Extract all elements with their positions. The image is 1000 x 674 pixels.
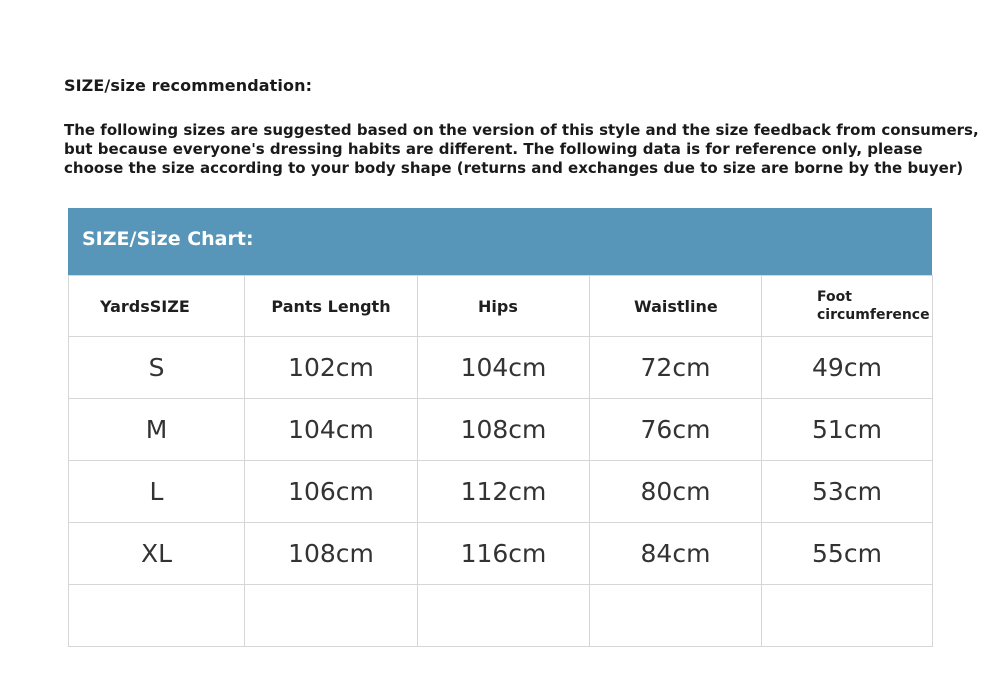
page-heading: SIZE/size recommendation:: [64, 76, 313, 95]
table-row: [69, 399, 933, 461]
hips-cell: 108cm: [418, 399, 590, 461]
size-table: [68, 275, 933, 647]
table-row: [69, 461, 933, 523]
size-cell: S: [69, 337, 245, 399]
waistline-cell: 84cm: [590, 523, 762, 585]
intro-line: but because everyone's dressing habits are different. The following data is for reference only, please: [64, 140, 923, 158]
empty-table-row: [69, 585, 933, 647]
pants-length-cell: 108cm: [245, 523, 418, 585]
empty-cell: [418, 585, 590, 647]
column-header-waistline: Waistline: [590, 276, 762, 337]
table-row: [69, 337, 933, 399]
intro-paragraph: [64, 121, 979, 178]
size-chart: [68, 208, 932, 646]
pants-length-cell: 106cm: [245, 461, 418, 523]
size-cell: L: [69, 461, 245, 523]
empty-cell: [590, 585, 762, 647]
pants-length-cell: 102cm: [245, 337, 418, 399]
column-header-size: YardsSIZE: [69, 276, 245, 337]
size-chart-title-bar: [68, 208, 932, 275]
waistline-cell: 80cm: [590, 461, 762, 523]
column-header-pants-length: Pants Length: [245, 276, 418, 337]
foot-circumference-cell: 49cm: [762, 337, 933, 399]
foot-circumference-cell: 55cm: [762, 523, 933, 585]
intro-line: choose the size according to your body shape (returns and exchanges due to size are borne by the buyer): [64, 159, 964, 177]
waistline-cell: 76cm: [590, 399, 762, 461]
foot-circumference-cell: 53cm: [762, 461, 933, 523]
hips-cell: 116cm: [418, 523, 590, 585]
table-row: [69, 523, 933, 585]
empty-cell: [762, 585, 933, 647]
foot-circumference-cell: 51cm: [762, 399, 933, 461]
hips-cell: 112cm: [418, 461, 590, 523]
size-cell: M: [69, 399, 245, 461]
waistline-cell: 72cm: [590, 337, 762, 399]
size-chart-title: SIZE/Size Chart:: [82, 228, 254, 250]
empty-cell: [69, 585, 245, 647]
pants-length-cell: 104cm: [245, 399, 418, 461]
column-header-hips: Hips: [418, 276, 590, 337]
hips-cell: 104cm: [418, 337, 590, 399]
column-header-foot-circumference: Foot circumference: [762, 276, 933, 337]
intro-line: The following sizes are suggested based on the version of this style and the size feedback from consumers,: [64, 121, 979, 139]
empty-cell: [245, 585, 418, 647]
size-cell: XL: [69, 523, 245, 585]
table-header-row: [69, 276, 933, 337]
